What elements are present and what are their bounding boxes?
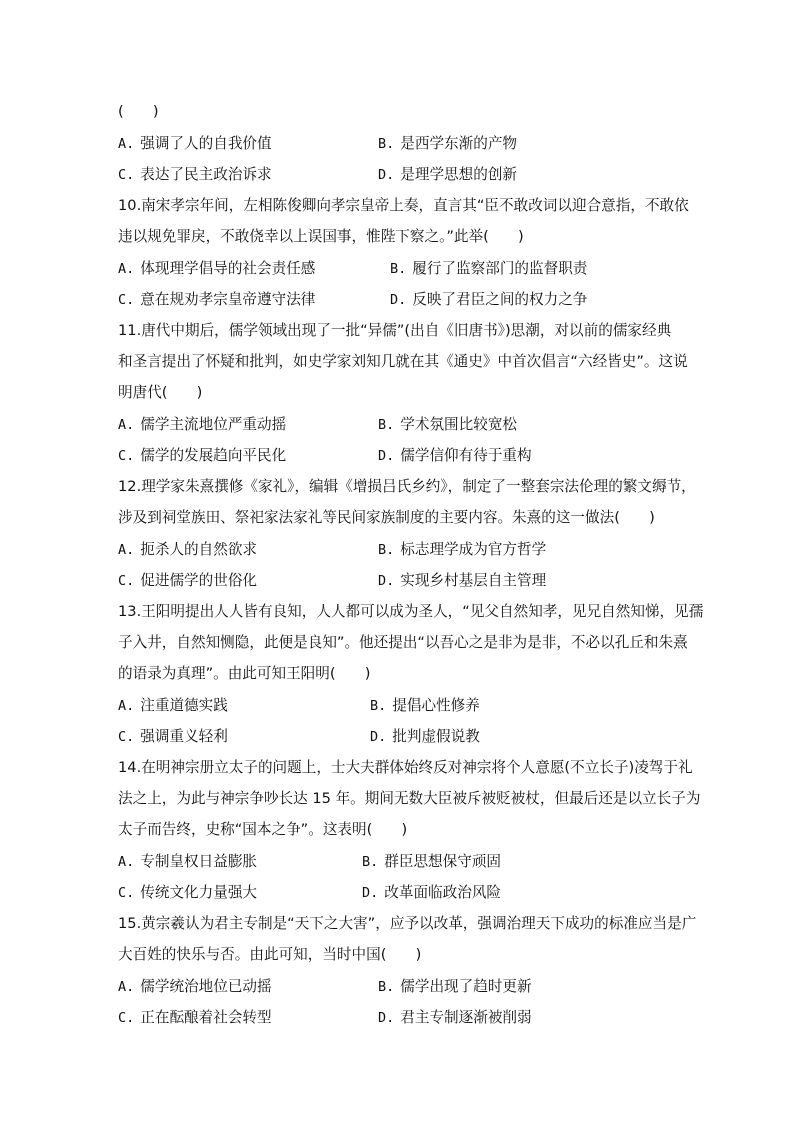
q15-option-d <box>378 1008 532 1028</box>
q14-option-c <box>118 883 257 903</box>
q10-stem-line-2: 违以规免罪戾，不敢侥幸以上误国事，惟陛下察之。”此举( ) <box>118 228 524 245</box>
q10-option-d <box>390 290 587 310</box>
option-letter: C. <box>118 167 135 183</box>
option-letter: B. <box>378 542 395 558</box>
option-text: 是西学东渐的产物 <box>400 135 518 152</box>
option-letter: A. <box>118 698 135 714</box>
option-text: 专制皇权日益膨胀 <box>140 853 258 870</box>
option-text: 提倡心性修养 <box>392 697 480 714</box>
option-letter: C. <box>118 573 135 589</box>
q10-option-b <box>390 259 587 279</box>
option-text: 君主专制逐渐被削弱 <box>400 1009 532 1026</box>
option-letter: D. <box>378 1010 395 1026</box>
q13-stem-line-2: 子入井，自然知恻隐，此便是良知”。他还提出“以吾心之是非为是非，不必以孔丘和朱熹 <box>118 634 688 651</box>
q11-stem-line-2: 和圣言提出了怀疑和批判，如史学家刘知几就在其《通史》中首次倡言“六经皆史”。这说 <box>118 353 688 370</box>
q11-option-d <box>378 446 532 466</box>
option-text: 标志理学成为官方哲学 <box>400 541 547 558</box>
option-text: 扼杀人的自然欲求 <box>140 541 258 558</box>
option-letter: B. <box>378 979 395 995</box>
q10-stem-line-1: 10.南宋孝宗年间，左相陈俊卿向孝宗皇帝上奏，直言其“臣不敢改词以迎合意指，不敢依 <box>118 197 689 214</box>
option-text: 改革面临政治风险 <box>384 884 502 901</box>
option-letter: A. <box>118 542 135 558</box>
q11-stem-line-1: 11.唐代中期后，儒学领域出现了一批“异儒”(出自《旧唐书》)思潮，对以前的儒家经典 <box>118 322 672 339</box>
option-text: 实现乡村基层自主管理 <box>400 572 547 589</box>
q12-option-d <box>378 571 546 591</box>
option-text: 群臣思想保守顽固 <box>384 853 502 870</box>
q13-option-d <box>370 727 480 747</box>
option-text: 促进儒学的世俗化 <box>140 572 258 589</box>
q15-option-a <box>118 977 272 997</box>
option-text: 儒学主流地位严重动摇 <box>140 416 287 433</box>
q14-stem-line-3: 太子而告终，史称“国本之争”。这表明( ) <box>118 821 408 838</box>
q13-stem-line-3: 的语录为真理”。由此可知王阳明( ) <box>118 665 371 682</box>
q11-option-a <box>118 415 286 435</box>
option-text: 意在规劝孝宗皇帝遵守法律 <box>140 291 316 308</box>
option-letter: A. <box>118 854 135 870</box>
option-text: 儒学统治地位已动摇 <box>140 978 272 995</box>
option-text: 注重道德实践 <box>140 697 228 714</box>
option-letter: C. <box>118 885 135 901</box>
option-letter: B. <box>378 417 395 433</box>
q14-option-d <box>362 883 501 903</box>
option-letter: A. <box>118 261 135 277</box>
option-letter: C. <box>118 729 135 745</box>
option-text: 体现理学倡导的社会责任感 <box>140 260 316 277</box>
q11-stem-line-3: 明唐代( ) <box>118 384 203 401</box>
option-letter: B. <box>362 854 379 870</box>
option-text: 反映了君臣之间的权力之争 <box>412 291 588 308</box>
option-text: 学术氛围比较宽松 <box>400 416 518 433</box>
q11-option-b <box>378 415 517 435</box>
option-letter: B. <box>378 136 395 152</box>
q12-option-c <box>118 571 257 591</box>
option-letter: C. <box>118 292 135 308</box>
option-text: 批判虚假说教 <box>392 728 480 745</box>
q10-option-a <box>118 259 315 279</box>
q15-stem-line-2: 大百姓的快乐与否。由此可知，当时中国( ) <box>118 946 422 963</box>
option-text: 表达了民主政治诉求 <box>140 166 272 183</box>
q12-option-b <box>378 540 546 560</box>
q12-stem-line-1: 12.理学家朱熹撰修《家礼》，编辑《增损吕氏乡约》，制定了一整套宗法伦理的繁文缛节， <box>118 478 696 495</box>
option-text: 是理学思想的创新 <box>400 166 518 183</box>
q14-option-a <box>118 852 257 872</box>
question-9-answer-blank: ( ) <box>118 103 159 120</box>
option-text: 履行了监察部门的监督职责 <box>412 260 588 277</box>
q13-option-c <box>118 727 228 747</box>
option-text: 儒学信仰有待于重构 <box>400 447 532 464</box>
option-text: 正在酝酿着社会转型 <box>140 1009 272 1026</box>
q12-option-a <box>118 540 257 560</box>
q15-option-b <box>378 977 532 997</box>
q14-stem-line-2: 法之上，为此与神宗争吵长达 15 年。期间无数大臣被斥被贬被杖，但最后还是以立长子为 <box>118 790 701 807</box>
option-text: 传统文化力量强大 <box>140 884 258 901</box>
option-letter: C. <box>118 448 135 464</box>
option-letter: D. <box>378 448 395 464</box>
q9-option-b <box>378 134 517 154</box>
q13-option-b <box>370 696 480 716</box>
q15-option-c <box>118 1008 272 1028</box>
q12-stem-line-2: 涉及到祠堂族田、祭祀家法家礼等民间家族制度的主要内容。朱熹的这一做法( ) <box>118 509 655 526</box>
option-letter: A. <box>118 979 135 995</box>
q14-stem-line-1: 14.在明神宗册立太子的问题上，士大夫群体始终反对神宗将个人意愿(不立长子)凌驾于礼 <box>118 759 693 776</box>
option-letter: A. <box>118 136 135 152</box>
option-letter: D. <box>370 729 387 745</box>
q14-option-b <box>362 852 501 872</box>
option-letter: A. <box>118 417 135 433</box>
option-letter: D. <box>362 885 379 901</box>
q13-stem-line-1: 13.王阳明提出人人皆有良知，人人都可以成为圣人，“见父自然知孝，见兄自然知悌，见孺 <box>118 603 704 620</box>
option-letter: B. <box>370 698 387 714</box>
option-letter: D. <box>378 167 395 183</box>
option-letter: D. <box>390 292 407 308</box>
option-letter: C. <box>118 1010 135 1026</box>
q15-stem-line-1: 15.黄宗羲认为君主专制是“天下之大害”，应予以改革，强调治理天下成功的标准应当是广 <box>118 915 697 932</box>
q9-option-c <box>118 165 272 185</box>
option-letter: D. <box>378 573 395 589</box>
q9-option-d <box>378 165 517 185</box>
option-letter: B. <box>390 261 407 277</box>
q9-option-a <box>118 134 272 154</box>
q13-option-a <box>118 696 228 716</box>
q10-option-c <box>118 290 315 310</box>
option-text: 强调重义轻利 <box>140 728 228 745</box>
option-text: 儒学出现了趋时更新 <box>400 978 532 995</box>
option-text: 强调了人的自我价值 <box>140 135 272 152</box>
q11-option-c <box>118 446 286 466</box>
option-text: 儒学的发展趋向平民化 <box>140 447 287 464</box>
